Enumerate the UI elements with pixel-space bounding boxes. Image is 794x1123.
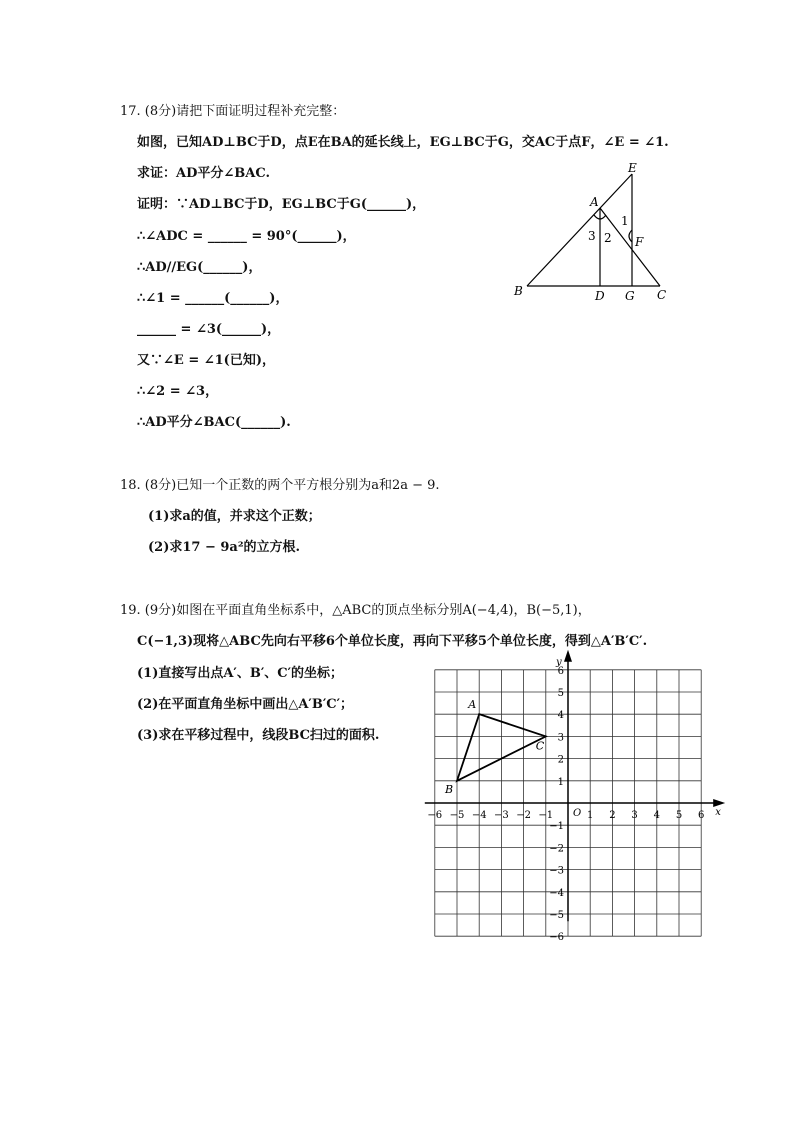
q17-step-2: ∴∠ADC = ______ = 90°(______)， [137,229,356,244]
q18-part-2: (2)求17 − 9a²的立方根. [148,540,301,555]
q17-header: 17. (8分)请把下面证明过程补充完整： [120,104,346,119]
y-tick-label: −2 [549,843,564,855]
x-tick-label: 1 [587,810,594,821]
q18-part-1: (1)求a的值，并求这个正数； [148,509,321,524]
y-tick-label: −5 [549,910,564,921]
x-tick-label: −4 [471,810,487,821]
q17-step-6: 又∵∠E = ∠1(已知)， [137,353,275,368]
x-tick-label: −3 [494,810,509,821]
x-tick-label: −6 [427,810,443,821]
axis-y-label: y [556,656,562,668]
q19-header: 19. (9分)如图在平面直角坐标系中，△ABC的顶点坐标分别A(−4,4)，B(−5,1)， [120,603,591,618]
y-tick-label: −6 [549,932,564,944]
label-F: F [635,235,644,249]
x-tick-label: −1 [538,810,554,821]
x-tick-label: −5 [449,810,465,821]
q19-coordinate-grid [420,648,735,958]
label-A: A [590,195,599,209]
q19-part-1: (1)直接写出点A′、B′、C′的坐标； [137,666,344,681]
y-tick-label: −4 [549,887,564,899]
label-3: 3 [588,229,596,243]
q19-part-3: (3)求在平移过程中，线段BC扫过的面积. [137,728,380,743]
q19-part-2: (2)在平面直角坐标中画出△A′B′C′； [137,697,354,712]
y-tick-label: 3 [557,732,564,744]
x-tick-label: 6 [698,810,705,821]
y-tick-label: −3 [549,865,564,877]
q17-step-3: ∴AD//EG(______)， [137,260,262,275]
y-tick-label: 4 [557,710,564,722]
y-tick-label: −1 [549,821,564,833]
y-axis-arrow [564,650,572,662]
q17-prove: 求证：AD平分∠BAC. [137,166,270,181]
axis-x-label: x [715,807,721,818]
x-tick-label: 4 [653,810,660,821]
x-axis-arrow [713,799,725,807]
q17-step-5: ______ = ∠3(______)， [137,322,281,337]
y-tick-label: 6 [557,665,564,677]
y-tick-label: 5 [557,688,564,699]
y-tick-label: 1 [557,776,564,788]
x-tick-label: 5 [675,810,683,821]
y-tick-label: 2 [557,754,564,766]
q17-step-4: ∴∠1 = ______(______)， [137,291,289,306]
label-D: D [595,289,605,303]
q17-step-8: ∴AD平分∠BAC(______). [137,415,291,430]
label-1: 1 [621,214,629,228]
vertex-label-C: C [535,739,545,753]
line-AC [600,208,660,286]
label-C: C [657,288,667,302]
label-2: 2 [604,231,612,245]
x-tick-label: −2 [516,810,531,821]
q17-step-1: 证明：∵AD⊥BC于D，EG⊥BC于G(______)， [137,197,426,212]
q18-header: 18. (8分)已知一个正数的两个平方根分别为a和2a − 9. [120,478,440,493]
label-G: G [625,289,635,303]
q17-step-7: ∴∠2 = ∠3， [137,384,219,399]
q17-given: 如图，已知AD⊥BC于D，点E在BA的延长线上，EG⊥BC于G，交AC于点F，∠E = ∠1. [137,135,669,150]
q17-triangle-figure [505,160,685,310]
origin-label: O [573,808,582,819]
q19-line-2: C(−1,3)现将△ABC先向右平移6个单位长度，再向下平移5个单位长度，得到△A′B′C′. [137,634,648,649]
vertex-label-B: B [445,782,454,796]
label-E: E [628,161,637,175]
label-B: B [514,284,523,298]
x-tick-label: 2 [609,810,616,821]
vertex-label-A: A [468,698,477,712]
x-tick-label: 3 [631,810,638,821]
